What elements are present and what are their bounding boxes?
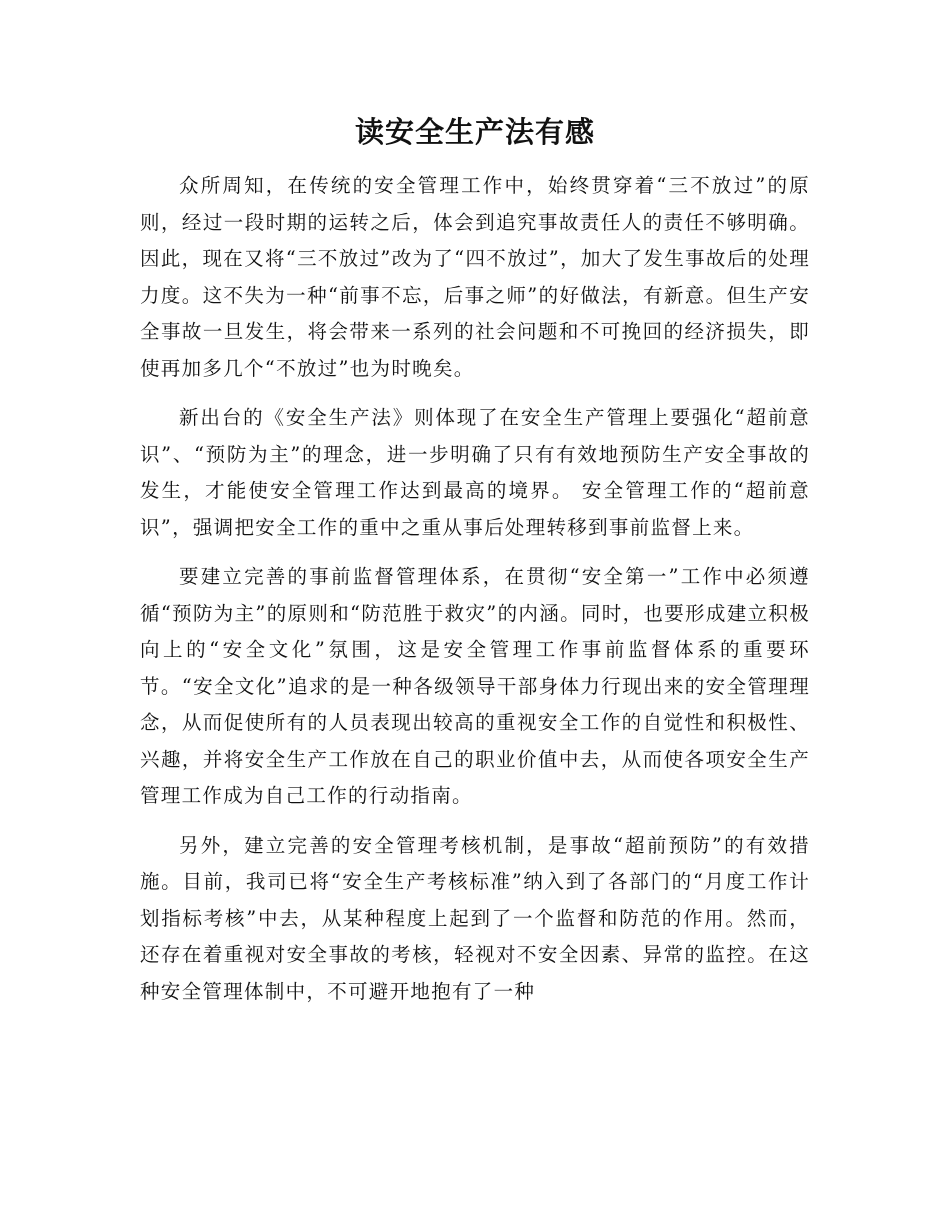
document-title: 读安全生产法有感 — [354, 115, 595, 149]
paragraph-gap — [140, 546, 810, 559]
paragraph-2: 新出台的《安全生产法》则体现了在安全生产管理上要强化“超前意识”、“预防为主”的理念，进一步明确了只有有效地预防生产安全事故的发生，才能使安全管理工作达到最高的境界。 安全管理工作的“超前意识”，强调把安全工作的重中之重从事后处理转移到事前监督上来。 — [140, 406, 810, 539]
paragraph-1: 众所周知，在传统的安全管理工作中，始终贯穿着“三不放过”的原则，经过一段时期的运转之后，体会到追究事故责任人的责任不够明确。因此，现在又将“三不放过”改为了“四不放过”，加大了发生事故后的处理力度。这不失为一种“前事不忘，后事之师”的好做法，有新意。但生产安全事故一旦发生，将会带来一系列的社会问题和不可挽回的经济损失，即使再加多几个“不放过”也为时晚矣。 — [140, 174, 810, 380]
document-body — [140, 168, 810, 1010]
paragraph-4: 另外，建立完善的安全管理考核机制，是事故“超前预防”的有效措施。目前，我司已将“安全生产考核标准”纳入到了各部门的“月度工作计划指标考核”中去，从某种程度上起到了一个监督和防范的作用。然而，还存在着重视对安全事故的考核，轻视对不安全因素、异常的监控。在这种安全管理体制中，不可避开地抱有了一种 — [140, 833, 810, 1003]
paragraph-gap — [140, 815, 810, 828]
paragraph-3: 要建立完善的事前监督管理体系，在贯彻“安全第一”工作中必须遵循“预防为主”的原则和“防范胜于救灾”的内涵。同时，也要形成建立积极向上的“安全文化”氛围，这是安全管理工作事前监督体系的重要环节。“安全文化”追求的是一种各级领导干部身体力行现出来的安全管理理念，从而促使所有的人员表现出较高的重视安全工作的自觉性和积极性、兴趣，并将安全生产工作放在自己的职业价值中去，从而使各项安全生产管理工作成为自己工作的行动指南。 — [140, 565, 810, 807]
paragraph-gap — [140, 387, 810, 400]
